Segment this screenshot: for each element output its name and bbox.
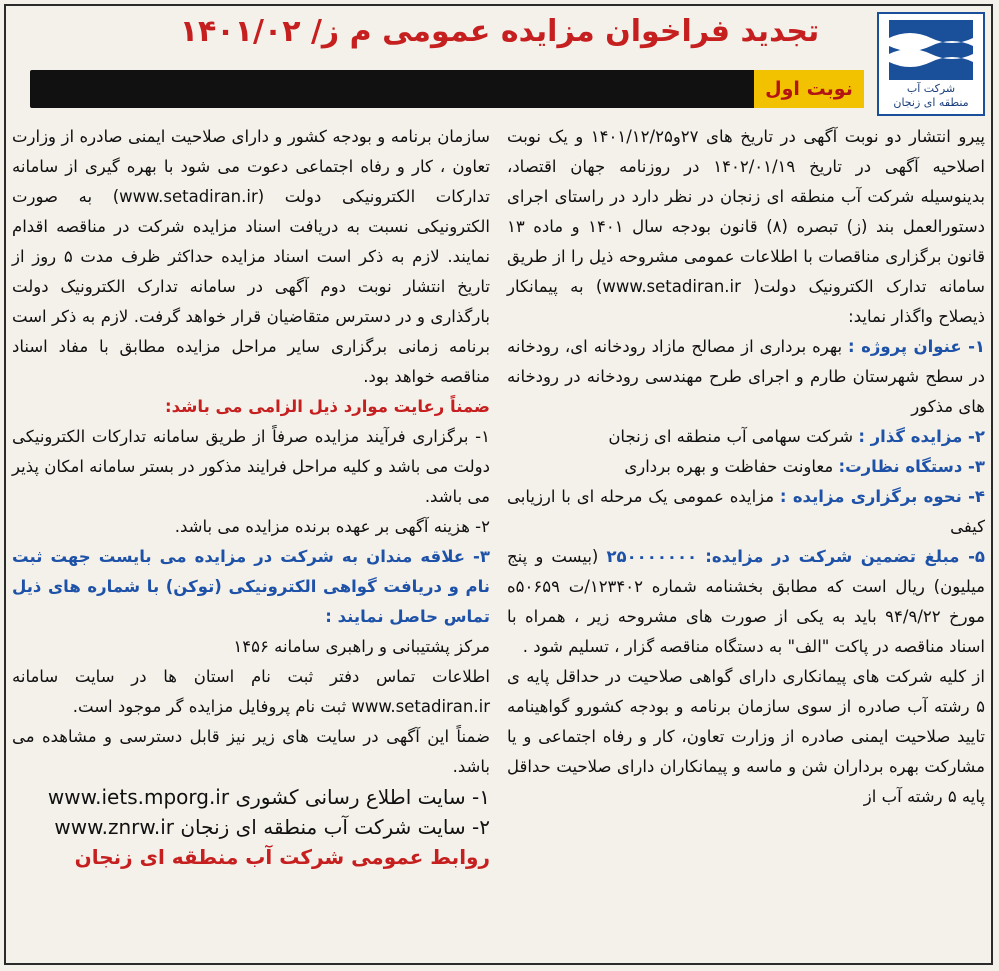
rule-3: ۳- علاقه مندان به شرکت در مزایده می بایست جهت ثبت نام و دریافت گواهی الکترونیکی (توکن) با شماره های ذیل تماس حاصل نمایند : bbox=[12, 547, 490, 626]
item-3-label: ۳- دستگاه نظارت: bbox=[838, 457, 985, 476]
item-1-text: بهره برداری از مصالح مازاد رودخانه ای، رودخانه در سطح شهرستان طارم و اجرای طرح مهندسی رودخانه در رودخانه های مذکور bbox=[507, 337, 985, 416]
rule-2: ۲- هزینه آگهی بر عهده برنده مزایده می باشد. bbox=[174, 517, 490, 536]
right-column bbox=[507, 122, 985, 812]
logo-caption-1: شرکت آب bbox=[906, 82, 956, 95]
site-link-2[interactable]: ۲- سایت شرکت آب منطقه ای زنجان www.znrw.ir bbox=[54, 815, 490, 839]
item-5-amount: ۲۵۰۰۰۰۰۰۰ bbox=[606, 547, 698, 566]
registration-info: اطلاعات تماس دفتر ثبت نام استان ها در سایت سامانه www.setadiran.ir ثبت نام پروفایل مزایده گر موجود است. bbox=[12, 667, 490, 716]
logo-caption-2: منطقه ای زنجان bbox=[893, 96, 969, 109]
item-1 bbox=[507, 332, 985, 422]
item-3 bbox=[507, 452, 985, 482]
header-bar bbox=[30, 70, 864, 108]
item-4 bbox=[507, 482, 985, 542]
item-2-label: ۲- مزایده گذار : bbox=[858, 427, 985, 446]
water-logo-icon bbox=[889, 20, 973, 80]
item-2-text: شرکت سهامی آب منطقه ای زنجان bbox=[608, 427, 854, 446]
intro-paragraph: پیرو انتشار دو نوبت آگهی در تاریخ های ۲۷و۱۴۰۱/۱۲/۲۵ و یک نوبت اصلاحیه آگهی در تاریخ ۱۴۰۲/۰۱/۱۹ در روزنامه جهان اقتصاد، بدینوسیله شرکت آب منطقه ای زنجان در نظر دارد در راستای اجرای دستورالعمل بند (ز) تبصره (۸) قانون بودجه سال ۱۴۰۱ و ماده ۱۳ قانون برگزاری مناقصات با اطلاعات عمومی مشروحه ذیل را از طریق سامانه تدارک الکترونیک دولت( www.setadiran.ir) به پیمانکار ذیصلاح واگذار نماید: bbox=[507, 127, 986, 326]
left-column bbox=[12, 122, 490, 872]
item-3-text: معاونت حفاظت و بهره برداری bbox=[624, 457, 834, 476]
ad-title: تجدید فراخوان مزایده عمومی م ز/ ۱۴۰۱/۰۲ bbox=[179, 14, 820, 49]
support-center: مرکز پشتیبانی و راهبری سامانه ۱۴۵۶ bbox=[233, 637, 490, 656]
item-5 bbox=[507, 542, 985, 662]
round-badge: نوبت اول bbox=[754, 70, 864, 108]
item-5-label: ۵- مبلغ تضمین شرکت در مزایده: bbox=[705, 547, 985, 566]
item-2 bbox=[507, 422, 985, 452]
rule-1: ۱- برگزاری فرآیند مزایده صرفاً از طریق سامانه تدارکات الکترونیکی دولت می باشد و کلیه مراحل فرایند مذکور در بستر سامانه امکان پذیر می باشد. bbox=[12, 427, 490, 506]
site-link-1[interactable]: ۱- سایت اطلاع رسانی کشوری www.iets.mporg.ir bbox=[47, 785, 490, 809]
also-available: ضمناً این آگهی در سایت های زیر نیز قابل دسترسی و مشاهده می باشد. bbox=[12, 727, 490, 776]
requirements-heading: ضمناً رعایت موارد ذیل الزامی می باشد: bbox=[165, 397, 490, 416]
item-1-label: ۱- عنوان پروژه : bbox=[848, 337, 985, 356]
closing-paragraph: از کلیه شرکت های پیمانکاری دارای گواهی صلاحیت در حداقل پایه ی ۵ رشته آب صادره از سوی سازمان برنامه و بودجه کشورو گواهینامه تایید صلاحیت ایمنی صادره از وزارت تعاون، کار و رفاه اجتماعی و یا مشارکت بهره برداران شن و ماسه و پیمانکاران دارای صلاحیت حداقل پایه ۵ رشته آب از bbox=[507, 667, 985, 806]
public-relations-footer: روابط عمومی شرکت آب منطقه ای زنجان bbox=[74, 845, 490, 869]
company-logo bbox=[877, 12, 985, 116]
item-4-label: ۴- نحوه برگزاری مزایده : bbox=[779, 487, 985, 506]
item-5-text: (بیست و پنج میلیون) ریال است که مطابق بخشنامه شماره ۱۲۳۴۰۲/ت ۵۰۶۵۹ه مورخ ۹۴/۹/۲۲ باید به یکی از صورت های مشروحه زیر ، همراه با اسناد مناقصه در پاکت "الف" به دستگاه مناقصه گزار ، تسلیم شود . bbox=[507, 547, 985, 656]
left-paragraph-1: سازمان برنامه و بودجه کشور و دارای صلاحیت ایمنی صادره از وزارت تعاون ، کار و رفاه اجتماعی دعوت می شود با بهره گیری از سامانه تدارکات الکترونیکی دولت (www.setadiran.ir) به صورت الکترونیکی نسبت به دریافت اسناد مزایده شرکت در مناقصه اقدام نمایند. لازم به ذکر است اسناد مزایده حداکثر ظرف مدت ۵ روز از تاریخ انتشار نوبت دوم آگهی در سامانه تدارک الکترونیک دولت بارگذاری و در دسترس متقاضیان قرار خواهد گرفت. لازم به ذکر است برنامه زمانی برگزاری سایر مراحل مزایده مطابق با مفاد اسناد مناقصه خواهد بود. bbox=[12, 127, 490, 386]
item-4-text: مزایده عمومی یک مرحله ای با ارزیابی کیفی bbox=[507, 487, 985, 536]
